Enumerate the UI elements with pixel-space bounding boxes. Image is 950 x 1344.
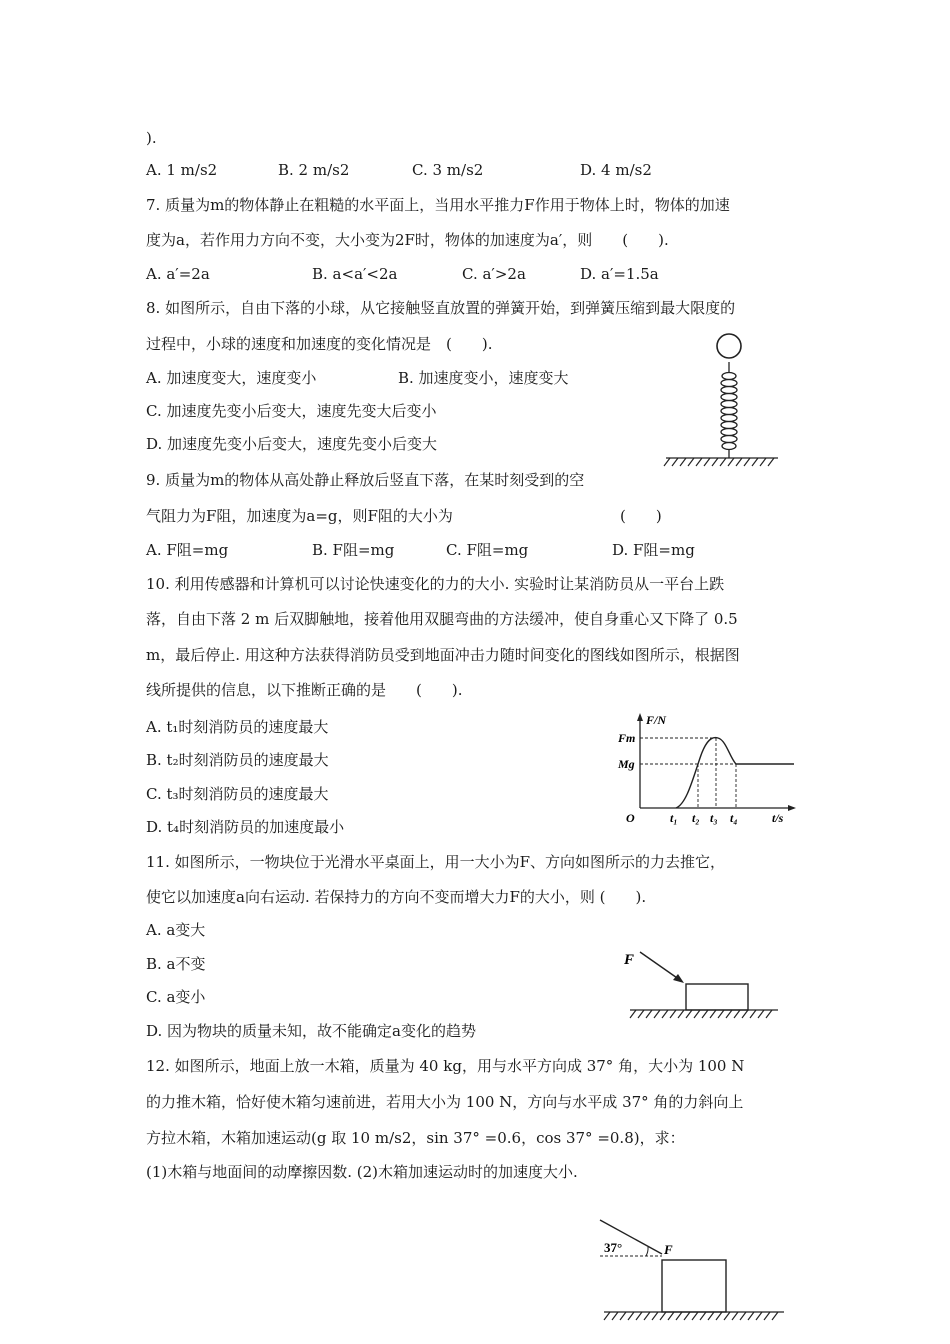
q6-option-a: A. 1 m/s2 (146, 161, 218, 179)
tick-t2: t₂ (692, 811, 700, 825)
q12-stem-line1: 12. 如图所示，地面上放一木箱，质量为 40 kg，用与水平方向成 37° 角，大小为 100 N (146, 1057, 745, 1075)
force-curve (676, 738, 794, 808)
q10-option-c: C. t₃时刻消防员的速度最大 (146, 785, 329, 803)
q11-option-d: D. 因为物块的质量未知，故不能确定a变化的趋势 (146, 1022, 476, 1040)
q9-option-c: C. F阻=mg (446, 541, 529, 559)
q8-option-b: B. 加速度变小，速度变大 (398, 369, 569, 387)
q11-option-c: C. a变小 (146, 988, 206, 1006)
q7-stem-line2: 度为a，若作用力方向不变，大小变为2F时，物体的加速度为a′，则 ( ). (146, 231, 669, 249)
ground (664, 458, 778, 466)
q9-answer-paren: ( ) (620, 507, 662, 525)
x-axis-label: t/s (772, 811, 784, 825)
q11-stem-line2: 使它以加速度a向右运动. 若保持力的方向不变而增大力F的大小，则 ( ). (146, 888, 647, 906)
q10-stem-line2: 落，自由下落 2 m 后双脚触地，接着他用双腿弯曲的方法缓冲，使自身重心又下降了 0.5 (146, 610, 738, 628)
q6-option-b: B. 2 m/s2 (278, 161, 350, 179)
y-axis-arrow (637, 713, 643, 721)
ball (717, 334, 741, 358)
fm-label: Fm (618, 731, 636, 745)
force-time-graph (612, 708, 802, 826)
q8-option-a: A. 加速度变大，速度变小 (146, 369, 317, 387)
spring (721, 362, 737, 458)
q9-option-b: B. F阻=mg (312, 541, 395, 559)
block (686, 984, 748, 1010)
q10-option-d: D. t₄时刻消防员的加速度最小 (146, 818, 345, 836)
origin-label: O (626, 811, 635, 825)
q11-option-b: B. a不变 (146, 955, 206, 973)
wooden-box-figure (596, 1216, 788, 1328)
y-axis-label: F/N (646, 713, 667, 727)
q8-stem-line2: 过程中，小球的速度和加速度的变化情况是 ( ). (146, 335, 493, 353)
q9-option-d: D. F阻=mg (612, 541, 695, 559)
force-label: F (624, 952, 635, 968)
q8-option-c: C. 加速度先变小后变大，速度先变大后变小 (146, 402, 437, 420)
q8-stem-line1: 8. 如图所示，自由下落的小球，从它接触竖直放置的弹簧开始，到弹簧压缩到最大限度的 (146, 299, 736, 317)
q7-option-a: A. a′=2a (146, 265, 210, 283)
angle-label: 37° (604, 1240, 623, 1255)
ground (630, 1010, 778, 1018)
block-push-figure (618, 944, 784, 1024)
x-axis-arrow (788, 805, 796, 811)
q10-option-a: A. t₁时刻消防员的速度最大 (146, 718, 329, 736)
q8-option-d: D. 加速度先变小后变大，速度先变小后变大 (146, 435, 438, 453)
ground (604, 1312, 784, 1320)
q7-option-d: D. a′=1.5a (580, 265, 659, 283)
tick-t3: t₃ (710, 811, 718, 825)
q10-stem-line1: 10. 利用传感器和计算机可以讨论快速变化的力的大小. 实验时让某消防员从一平台上跌 (146, 575, 725, 593)
mg-label: Mg (618, 757, 635, 771)
tick-t4: t₄ (730, 811, 738, 825)
angle-arc (646, 1247, 648, 1256)
q12-stem-line3: 方拉木箱，木箱加速运动(g 取 10 m/s2，sin 37° =0.6，cos 37° =0.8)，求： (146, 1129, 685, 1147)
ball-spring-figure (660, 330, 784, 470)
q6-tail: ). (146, 129, 157, 147)
q12-stem-line4: (1)木箱与地面间的动摩擦因数. (2)木箱加速运动时的加速度大小. (146, 1163, 578, 1181)
q11-stem-line1: 11. 如图所示，一物块位于光滑水平桌面上，用一大小为F、方向如图所示的力去推它， (146, 853, 726, 871)
tick-t1: t₁ (670, 811, 678, 825)
force-arrow-line (640, 952, 680, 980)
q7-stem-line1: 7. 质量为m的物体静止在粗糙的水平面上，当用水平推力F作用于物体上时，物体的加速 (146, 196, 730, 214)
force-label: F (664, 1242, 673, 1257)
q12-stem-line2: 的力推木箱，恰好使木箱匀速前进，若用大小为 100 N，方向与水平成 37° 角的力斜向上 (146, 1093, 744, 1111)
q7-option-c: C. a′>2a (462, 265, 526, 283)
q9-stem-line2: 气阻力为F阻，加速度为a=g，则F阻的大小为 (146, 507, 453, 525)
wooden-box (662, 1260, 726, 1312)
q9-option-a: A. F阻=mg (146, 541, 229, 559)
q10-option-b: B. t₂时刻消防员的速度最大 (146, 751, 329, 769)
q6-option-c: C. 3 m/s2 (412, 161, 484, 179)
force-arrowhead (673, 974, 684, 983)
q9-stem-line1: 9. 质量为m的物体从高处静止释放后竖直下落，在某时刻受到的空 (146, 471, 585, 489)
q10-stem-line3: m，最后停止. 用这种方法获得消防员受到地面冲击力随时间变化的图线如图所示，根据图 (146, 646, 740, 664)
q11-option-a: A. a变大 (146, 921, 206, 939)
q6-option-d: D. 4 m/s2 (580, 161, 652, 179)
q10-stem-line4: 线所提供的信息，以下推断正确的是 ( ). (146, 681, 463, 699)
q7-option-b: B. a<a′<2a (312, 265, 398, 283)
